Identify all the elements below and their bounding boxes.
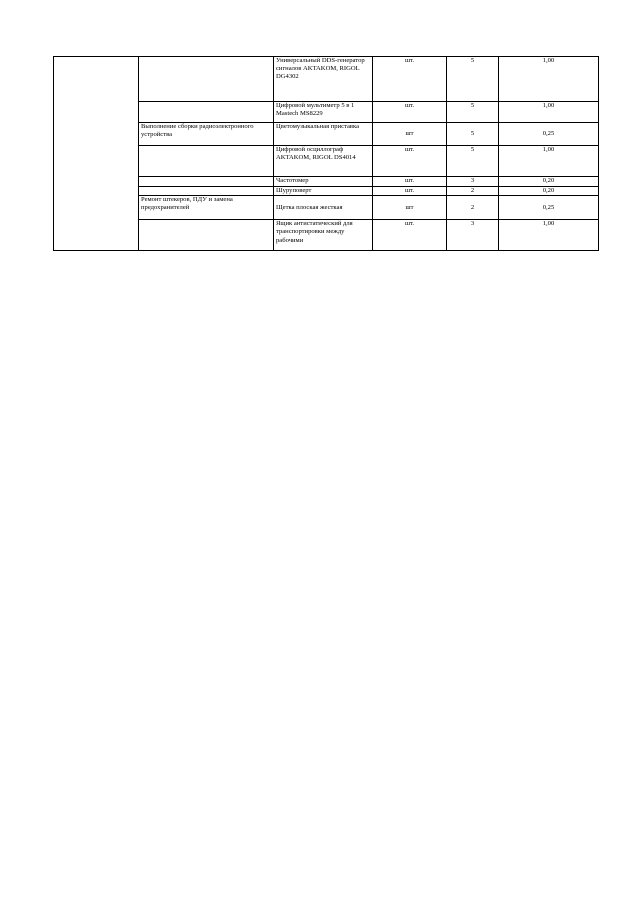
section-number-cell: [54, 57, 139, 251]
unit-cell: шт.: [373, 102, 447, 123]
equipment-name-cell: Частотомер: [274, 177, 373, 187]
norm-cell: 0,20: [499, 187, 599, 196]
norm-cell: 0,25: [499, 123, 599, 146]
norm-cell: 1,00: [499, 102, 599, 123]
norm-cell: 1,00: [499, 220, 599, 251]
equipment-name-cell: Цифровой мультиметр 5 в 1 Mastech MS8229: [274, 102, 373, 123]
quantity-cell: 3: [447, 177, 499, 187]
work-type-cell: [139, 57, 274, 102]
work-type-cell: Ремонт штекеров, ПДУ и замена предохранителей: [139, 196, 274, 220]
equipment-name-cell: Универсальный DDS-генератор сигналов AKTAKOM, RIGOL DG4302: [274, 57, 373, 102]
unit-cell: шт.: [373, 220, 447, 251]
equipment-table: [53, 56, 599, 251]
equipment-name-cell: Шуруповерт: [274, 187, 373, 196]
quantity-cell: 2: [447, 196, 499, 220]
unit-cell: шт: [373, 123, 447, 146]
norm-cell: 1,00: [499, 146, 599, 177]
unit-cell: шт.: [373, 187, 447, 196]
work-type-cell: [139, 187, 274, 196]
table-row: [54, 57, 599, 102]
quantity-cell: 5: [447, 57, 499, 102]
unit-cell: шт.: [373, 57, 447, 102]
norm-cell: 0,25: [499, 196, 599, 220]
quantity-cell: 5: [447, 102, 499, 123]
equipment-name-cell: Цифровой осциллограф AKTAKOM, RIGOL DS4014: [274, 146, 373, 177]
unit-cell: шт.: [373, 146, 447, 177]
equipment-name-cell: Ящик антистатический для транспортировки между рабочими: [274, 220, 373, 251]
work-type-cell: [139, 177, 274, 187]
quantity-cell: 5: [447, 146, 499, 177]
work-type-cell: [139, 146, 274, 177]
unit-cell: шт.: [373, 177, 447, 187]
equipment-name-cell: Цветомузыкальная приставка: [274, 123, 373, 146]
work-type-cell: [139, 102, 274, 123]
norm-cell: 0,20: [499, 177, 599, 187]
work-type-cell: [139, 220, 274, 251]
quantity-cell: 3: [447, 220, 499, 251]
norm-cell: 1,00: [499, 57, 599, 102]
unit-cell: шт: [373, 196, 447, 220]
equipment-name-cell: Щетка плоская жесткая: [274, 196, 373, 220]
quantity-cell: 5: [447, 123, 499, 146]
work-type-cell: Выполнение сборки радиоэлектронного устройства: [139, 123, 274, 146]
quantity-cell: 2: [447, 187, 499, 196]
